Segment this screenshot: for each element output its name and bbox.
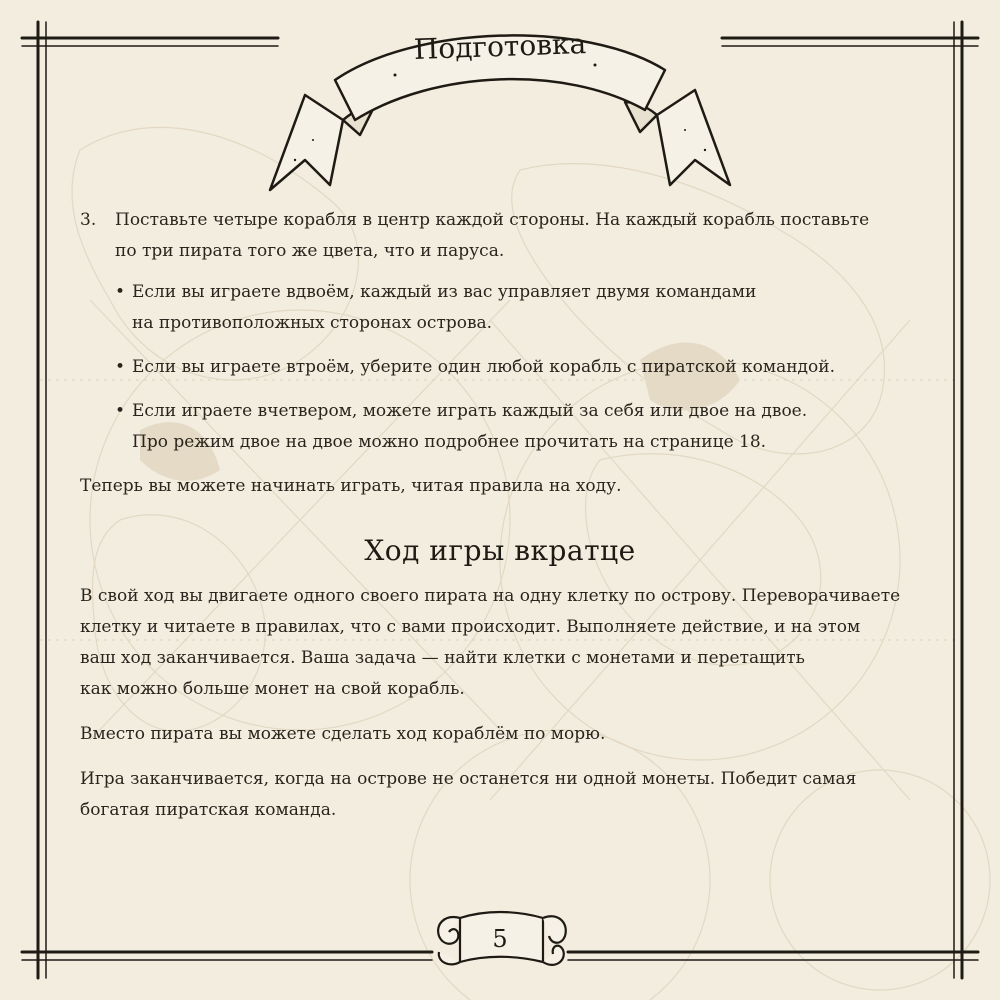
bullet-line: на противоположных сторонах острова. [132, 313, 493, 333]
step-line: по три пирата того же цвета, что и паруса. [115, 241, 505, 261]
bullet-icon: • [115, 282, 126, 302]
bullet-icon: • [115, 401, 126, 421]
paragraph-line: богатая пиратская команда. [80, 800, 337, 820]
step-line: Поставьте четыре корабля в центр каждой стороны. На каждый корабль поставьте [115, 210, 870, 230]
summary-paragraph [80, 764, 920, 826]
summary-paragraph [80, 581, 920, 705]
paragraph-line: клетку и читаете в правилах, что с вами происходит. Выполняете действие, и на этом [80, 617, 861, 637]
bullet-line: Если вы играете втроём, уберите один любой корабль с пиратской командой. [132, 357, 835, 377]
bullet-line: Если играете вчетвером, можете играть каждый за себя или двое на двое. [132, 401, 808, 421]
bullet-line: Про режим двое на двое можно подробнее прочитать на странице 18. [132, 432, 767, 452]
paragraph-line: Вместо пирата вы можете сделать ход кораблём по морю. [80, 724, 606, 744]
list-item [115, 352, 920, 383]
summary-heading: Ход игры вкратце [364, 534, 636, 567]
paragraph-line: ваш ход заканчивается. Ваша задача — найти клетки с монетами и перетащить [80, 648, 805, 668]
bullet-icon: • [115, 357, 126, 377]
setup-step-3 [80, 205, 920, 267]
bullet-line: Если вы играете вдвоём, каждый из вас управляет двумя командами [132, 282, 757, 302]
page-content [80, 205, 920, 840]
paragraph-line: В свой ход вы двигаете одного своего пирата на одну клетку по острову. Переворачиваете [80, 586, 901, 606]
page-number: 5 [492, 925, 508, 953]
section-title: Подготовка [413, 27, 587, 66]
setup-bullets [115, 277, 920, 458]
setup-closing: Теперь вы можете начинать играть, читая правила на ходу. [80, 476, 622, 496]
paragraph-line: как можно больше монет на свой корабль. [80, 679, 465, 699]
list-item [115, 277, 920, 339]
summary-paragraph [80, 719, 920, 750]
paragraph-line: Игра заканчивается, когда на острове не останется ни одной монеты. Победит самая [80, 769, 857, 789]
step-number: 3. [80, 210, 97, 230]
list-item [115, 396, 920, 458]
